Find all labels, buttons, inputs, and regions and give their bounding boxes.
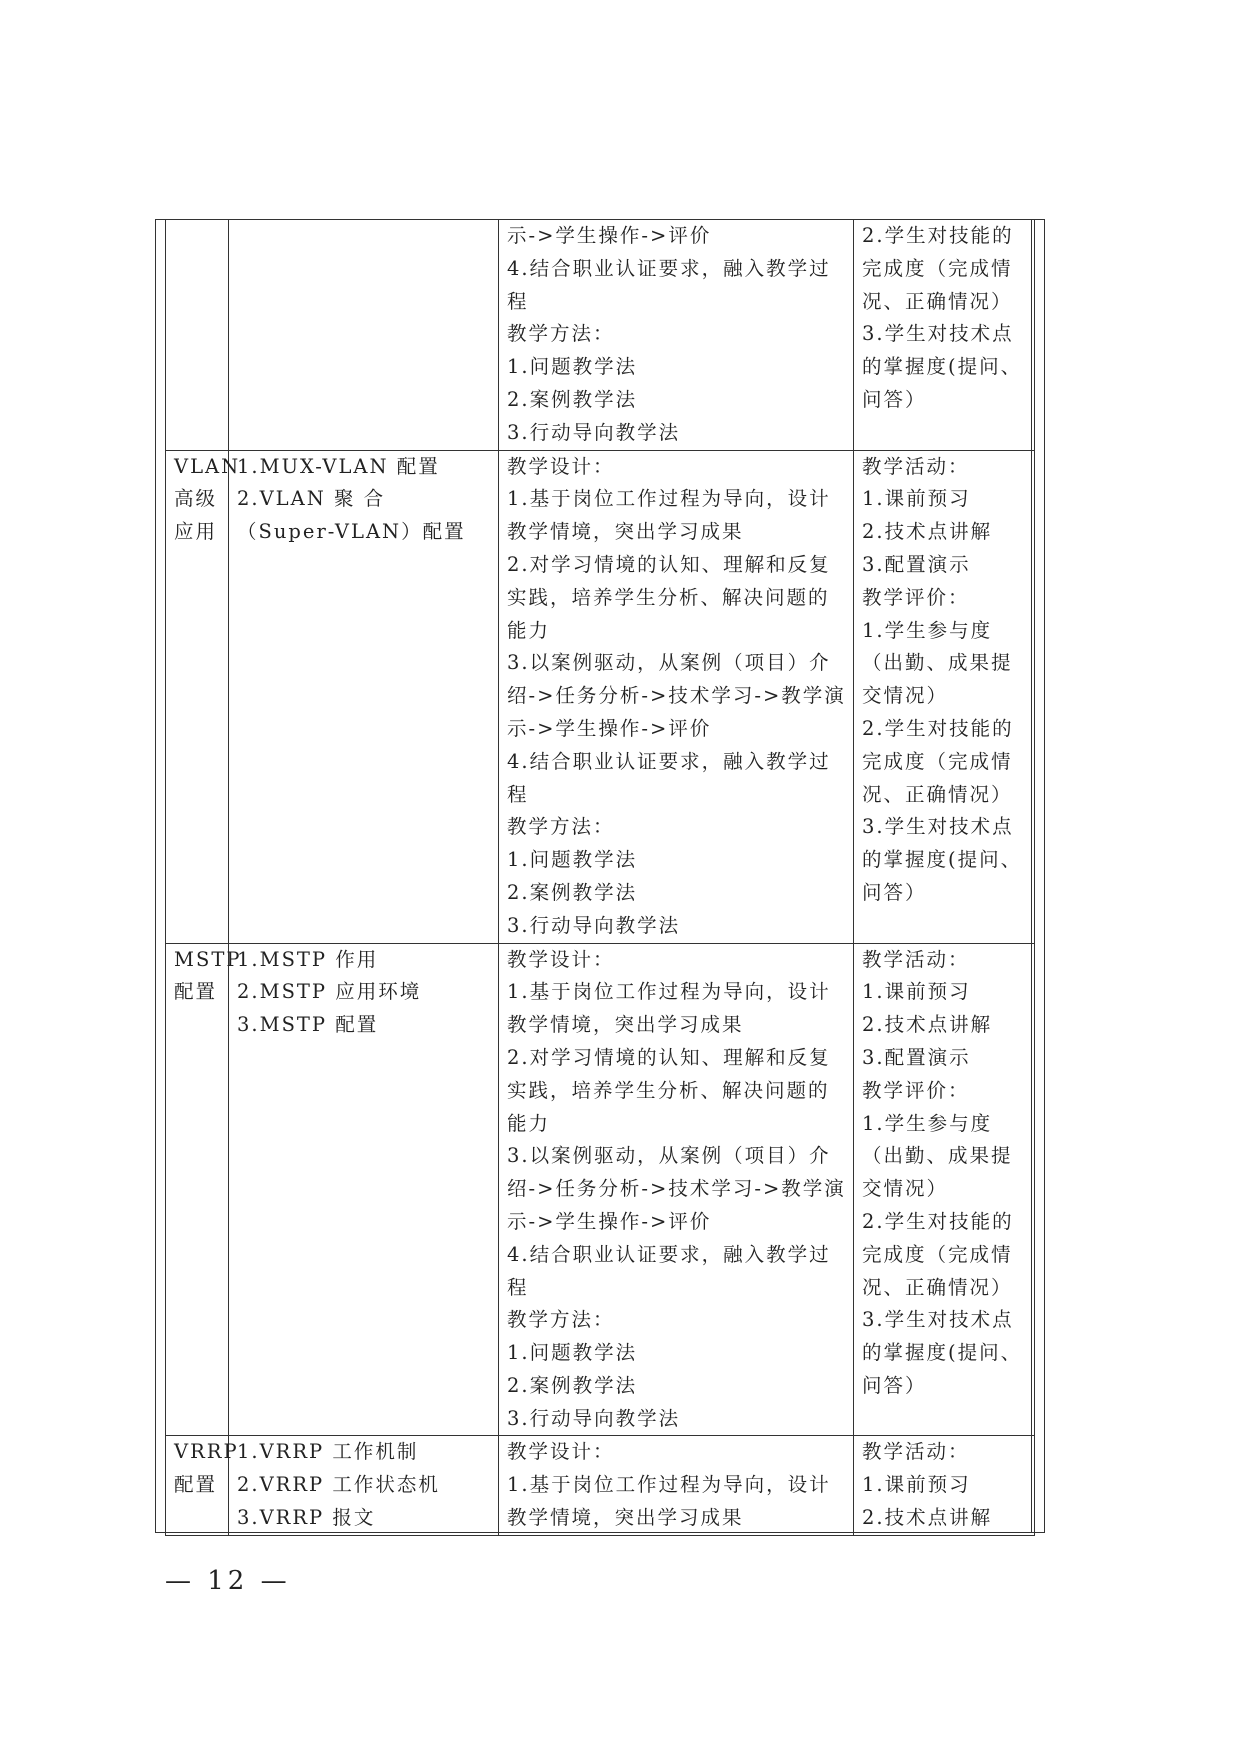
- module-content-cell: [229, 450, 499, 943]
- cell-line: 3.学生对技术点: [862, 322, 1014, 346]
- cell-line: 3.行动导向教学法: [507, 420, 681, 444]
- cell-line: 示->学生操作->评价: [507, 224, 712, 247]
- cell-line: 况、正确情况）: [862, 289, 1013, 313]
- cell-line: 的掌握度(提问、: [862, 848, 1023, 872]
- cell-line: 问答）: [862, 1373, 927, 1397]
- cell-line: 的掌握度(提问、: [862, 1341, 1023, 1365]
- cell-line: 交情况）: [862, 1177, 949, 1201]
- cell-line: 2.案例教学法: [507, 880, 638, 904]
- cell-line: 2.MSTP 应用环境: [237, 980, 422, 1004]
- module-content-cell: [229, 1436, 499, 1535]
- cell-line: 示->学生操作->评价: [507, 1209, 712, 1233]
- cell-line: 教学设计：: [507, 454, 615, 478]
- teaching-activity-cell: [854, 220, 1035, 451]
- cell-line: 程: [507, 782, 529, 806]
- cell-line: 3.行动导向教学法: [507, 1406, 681, 1430]
- cell-line: 完成度（完成情: [862, 256, 1013, 280]
- cell-line: 能力: [507, 618, 551, 642]
- cell-line: 问答）: [862, 387, 927, 411]
- cell-line: 1.课前预习: [862, 980, 971, 1004]
- cell-line: 配置: [174, 1473, 218, 1497]
- teaching-activity-cell: [854, 1436, 1035, 1535]
- cell-line: 3.配置演示: [862, 1045, 971, 1069]
- module-title-cell: [166, 943, 242, 1436]
- table-row: [166, 220, 1035, 451]
- module-title-cell: [166, 450, 241, 943]
- cell-line: 实践，培养学生分析、解决问题的: [507, 1078, 830, 1102]
- cell-line: VRRP: [174, 1440, 239, 1464]
- cell-line: 应用: [174, 520, 218, 544]
- cell-line: 教学评价：: [862, 1078, 970, 1102]
- cell-line: 教学情境，突出学习成果: [507, 1506, 744, 1530]
- cell-line: 1.学生参与度: [862, 618, 993, 642]
- cell-line: 的掌握度(提问、: [862, 355, 1023, 379]
- cell-line: 4.结合职业认证要求，融入教学过: [507, 1242, 831, 1266]
- cell-line: 完成度（完成情: [862, 749, 1013, 773]
- cell-line: （出勤、成果提: [862, 1144, 1013, 1168]
- cell-line: 2.对学习情境的认知、理解和反复: [507, 1045, 831, 1069]
- cell-line: 2.对学习情境的认知、理解和反复: [507, 552, 831, 576]
- cell-line: 绍->任务分析->技术学习->教学演: [507, 1177, 846, 1201]
- table-body: [166, 220, 1035, 1536]
- cell-line: 3.配置演示: [862, 552, 971, 576]
- cell-line: 况、正确情况）: [862, 1275, 1013, 1299]
- teaching-activity-cell: [854, 943, 1035, 1436]
- cell-line: 配置: [174, 980, 218, 1004]
- cell-line: （Super-VLAN）配置: [237, 520, 466, 544]
- table-row: [166, 450, 1035, 943]
- cell-line: 教学情境，突出学习成果: [507, 1013, 744, 1037]
- cell-line: 教学方法：: [507, 322, 615, 346]
- cell-line: 3.学生对技术点: [862, 815, 1014, 839]
- cell-line: 教学方法：: [507, 815, 615, 839]
- cell-line: （出勤、成果提: [862, 651, 1013, 675]
- cell-line: 绍->任务分析->技术学习->教学演: [507, 684, 846, 708]
- syllabus-table: [165, 219, 1035, 1536]
- cell-line: 3.行动导向教学法: [507, 913, 681, 937]
- cell-line: 3.以案例驱动，从案例（项目）介: [507, 651, 831, 675]
- cell-line: 教学设计：: [507, 1440, 615, 1464]
- teaching-design-cell: [499, 220, 854, 451]
- cell-line: 1.基于岗位工作过程为导向，设计: [507, 487, 831, 511]
- cell-line: 3.以案例驱动，从案例（项目）介: [507, 1144, 831, 1168]
- module-content-cell: [229, 220, 499, 451]
- cell-line: 2.学生对技能的: [862, 716, 1014, 740]
- table-row: [166, 943, 1035, 1436]
- module-title-cell: [166, 220, 229, 451]
- teaching-design-cell: [499, 1436, 854, 1535]
- cell-line: 1.课前预习: [862, 487, 971, 511]
- cell-line: 1.基于岗位工作过程为导向，设计: [507, 1473, 831, 1497]
- table-row: [166, 1436, 1035, 1535]
- cell-line: 教学方法：: [507, 1308, 615, 1332]
- cell-line: 1.基于岗位工作过程为导向，设计: [507, 980, 831, 1004]
- teaching-activity-cell: [854, 450, 1035, 943]
- cell-line: 教学活动：: [862, 1440, 970, 1464]
- cell-line: 教学评价：: [862, 585, 970, 609]
- syllabus-table-frame: [155, 219, 1045, 1533]
- cell-line: 教学活动：: [862, 947, 970, 971]
- cell-line: 1.学生参与度: [862, 1111, 993, 1135]
- cell-line: 3.VRRP 报文: [237, 1506, 376, 1530]
- cell-line: 教学活动：: [862, 454, 970, 478]
- module-content-cell: [229, 943, 499, 1436]
- cell-line: 1.课前预习: [862, 1473, 971, 1497]
- teaching-design-cell: [499, 943, 854, 1436]
- cell-line: 2.学生对技能的: [862, 1209, 1014, 1233]
- cell-line: 教学情境，突出学习成果: [507, 520, 744, 544]
- cell-line: 完成度（完成情: [862, 1242, 1013, 1266]
- cell-line: 2.技术点讲解: [862, 1506, 993, 1530]
- cell-line: 4.结合职业认证要求，融入教学过: [507, 256, 831, 280]
- cell-line: 1.问题教学法: [507, 355, 638, 379]
- cell-line: VLAN: [174, 454, 241, 478]
- cell-line: 3.MSTP 配置: [237, 1013, 379, 1037]
- cell-line: 1.VRRP 工作机制: [237, 1440, 419, 1464]
- cell-line: 程: [507, 1275, 529, 1299]
- cell-line: 示->学生操作->评价: [507, 716, 712, 740]
- cell-line: 1.MUX-VLAN 配置: [237, 454, 440, 478]
- cell-line: 3.学生对技术点: [862, 1308, 1014, 1332]
- cell-line: 能力: [507, 1111, 551, 1135]
- teaching-design-cell: [499, 450, 854, 943]
- cell-line: 程: [507, 289, 529, 313]
- cell-line: MSTP: [174, 947, 242, 971]
- cell-line: 交情况）: [862, 684, 949, 708]
- cell-line: 2.VLAN 聚 合: [237, 487, 386, 511]
- cell-line: 高级: [174, 487, 218, 511]
- cell-line: 2.技术点讲解: [862, 1013, 993, 1037]
- module-title-cell: [166, 1436, 239, 1535]
- cell-line: 2.学生对技能的: [862, 224, 1014, 247]
- page-number: — 12 —: [165, 1566, 291, 1596]
- cell-line: 1.MSTP 作用: [237, 947, 379, 971]
- cell-line: 1.问题教学法: [507, 848, 638, 872]
- cell-line: 实践，培养学生分析、解决问题的: [507, 585, 830, 609]
- cell-line: 问答）: [862, 880, 927, 904]
- cell-line: 教学设计：: [507, 947, 615, 971]
- cell-line: 2.案例教学法: [507, 387, 638, 411]
- cell-line: 2.VRRP 工作状态机: [237, 1473, 440, 1497]
- cell-line: 4.结合职业认证要求，融入教学过: [507, 749, 831, 773]
- cell-line: 1.问题教学法: [507, 1341, 638, 1365]
- cell-line: 2.技术点讲解: [862, 520, 993, 544]
- cell-line: 2.案例教学法: [507, 1373, 638, 1397]
- cell-line: 况、正确情况）: [862, 782, 1013, 806]
